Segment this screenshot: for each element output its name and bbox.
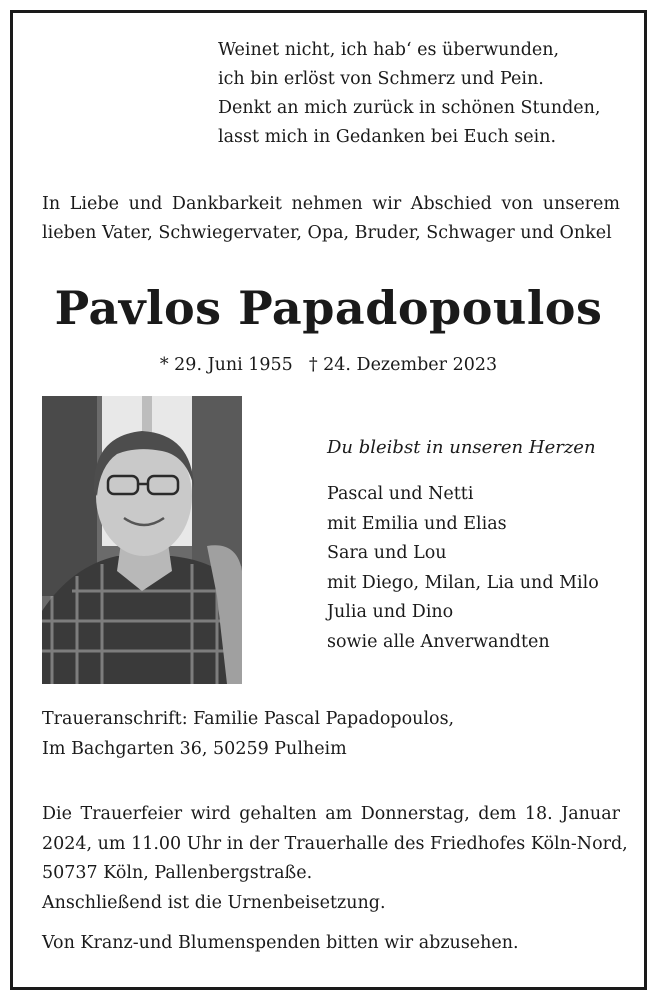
birth-date: * 29. Juni 1955: [159, 355, 293, 375]
address-line: Traueranschrift: Familie Pascal Papadopoulos,: [42, 709, 455, 729]
service-line: Anschließend ist die Urnenbeisetzung.: [42, 892, 386, 913]
funeral-service-info: [42, 800, 628, 918]
closing-note: Von Kranz-und Blumenspenden bitten wir abzusehen.: [42, 933, 519, 953]
intro-line: lieben Vater, Schwiegervater, Opa, Bruder, Schwager und Onkel: [42, 223, 612, 243]
service-line: 50737 Köln, Pallenbergstraße.: [42, 863, 313, 883]
address-line: Im Bachgarten 36, 50259 Pulheim: [42, 738, 347, 759]
family-line: mit Diego, Milan, Lia und Milo: [327, 572, 599, 593]
intro-text: [42, 190, 620, 248]
life-dates: [0, 352, 657, 378]
family-line: sowie alle Anverwandten: [327, 631, 550, 652]
family-list: [327, 480, 627, 657]
poem-line: Denkt an mich zurück in schönen Stunden,: [218, 98, 601, 118]
poem: [218, 36, 618, 152]
poem-line: ich bin erlöst von Schmerz und Pein.: [218, 69, 544, 89]
service-line: Die Trauerfeier wird gehalten am Donnerstag, dem 18. Januar: [42, 804, 620, 824]
poem-line: Weinet nicht, ich hab‘ es überwunden,: [218, 40, 560, 60]
poem-line: lasst mich in Gedanken bei Euch sein.: [218, 127, 557, 147]
deceased-name: Pavlos Papadopoulos: [54, 281, 603, 335]
family-line: mit Emilia und Elias: [327, 513, 507, 534]
portrait-illustration: [42, 396, 242, 684]
mourning-address: [42, 705, 620, 764]
death-date: † 24. Dezember 2023: [308, 355, 498, 375]
family-line: Pascal und Netti: [327, 484, 474, 504]
family-line: Sara und Lou: [327, 543, 447, 563]
motto: Du bleibst in unseren Herzen: [327, 437, 596, 458]
portrait-photo: [42, 396, 242, 684]
intro-line: In Liebe und Dankbarkeit nehmen wir Abschied von unserem: [42, 194, 620, 214]
family-line: Julia und Dino: [327, 602, 454, 622]
service-line: 2024, um 11.00 Uhr in der Trauerhalle des Friedhofes Köln-Nord,: [42, 833, 628, 854]
